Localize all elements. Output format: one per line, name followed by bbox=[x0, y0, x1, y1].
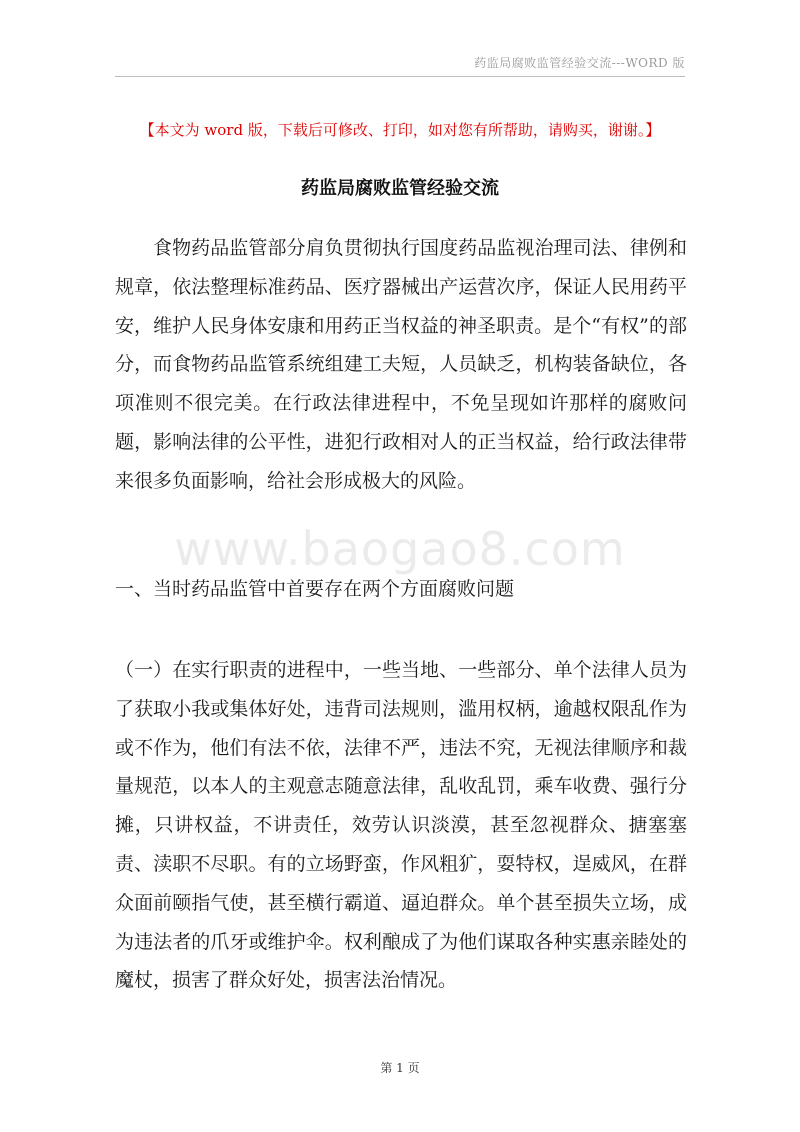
purchase-notice: 【本文为 word 版，下载后可修改、打印，如对您有所帮助，请购买，谢谢。】 bbox=[139, 121, 661, 139]
header-divider bbox=[115, 76, 685, 77]
section-heading: 一、当时药品监管中首要存在两个方面腐败问题 bbox=[115, 578, 515, 600]
section-paragraph: （一）在实行职责的进程中，一些当地、一些部分、单个法律人员为了获取小我或集体好处，违背司法规则，滥用权柄，逾越权限乱作为或不作为，他们有法不依，法律不严，违法不究，无视法律顺序和裁量规范，以本人的主观意志随意法律，乱收乱罚，乘车收费、强行分摊，只讲权益，不讲责任，效劳认识淡漠，甚至忽视群众、搪塞塞责、渎职不尽职。有的立场野蛮，作风粗犷，耍特权，逞威风，在群众面前颐指气使，甚至横行霸道、逼迫群众。单个甚至损失立场，成为违法者的爪牙或维护伞。权利酿成了为他们谋取各种实惠亲睦处的魔杖，损害了群众好处，损害法治情况。 bbox=[115, 659, 687, 992]
watermark: www.baogao8.com bbox=[174, 522, 626, 576]
document-title: 药监局腐败监管经验交流 bbox=[301, 178, 499, 199]
page-number: 第 1 页 bbox=[380, 1061, 420, 1075]
intro-paragraph: 食物药品监管部分肩负贯彻执行国度药品监视治理司法、律例和规章，依法整理标准药品、医疗器械出产运营次序，保证人民用药平安，维护人民身体安康和用药正当权益的神圣职责。是个“有权”的部分，而食物药品监管系统组建工夫短，人员缺乏，机构装备缺位，各项准则不很完美。在行政法律进程中，不免呈现如许那样的腐败问题，影响法律的公平性，进犯行政相对人的正当权益，给行政法律带来很多负面影响，给社会形成极大的风险。 bbox=[115, 237, 687, 492]
page-header: 药监局腐败监管经验交流---WORD 版 bbox=[474, 56, 685, 70]
